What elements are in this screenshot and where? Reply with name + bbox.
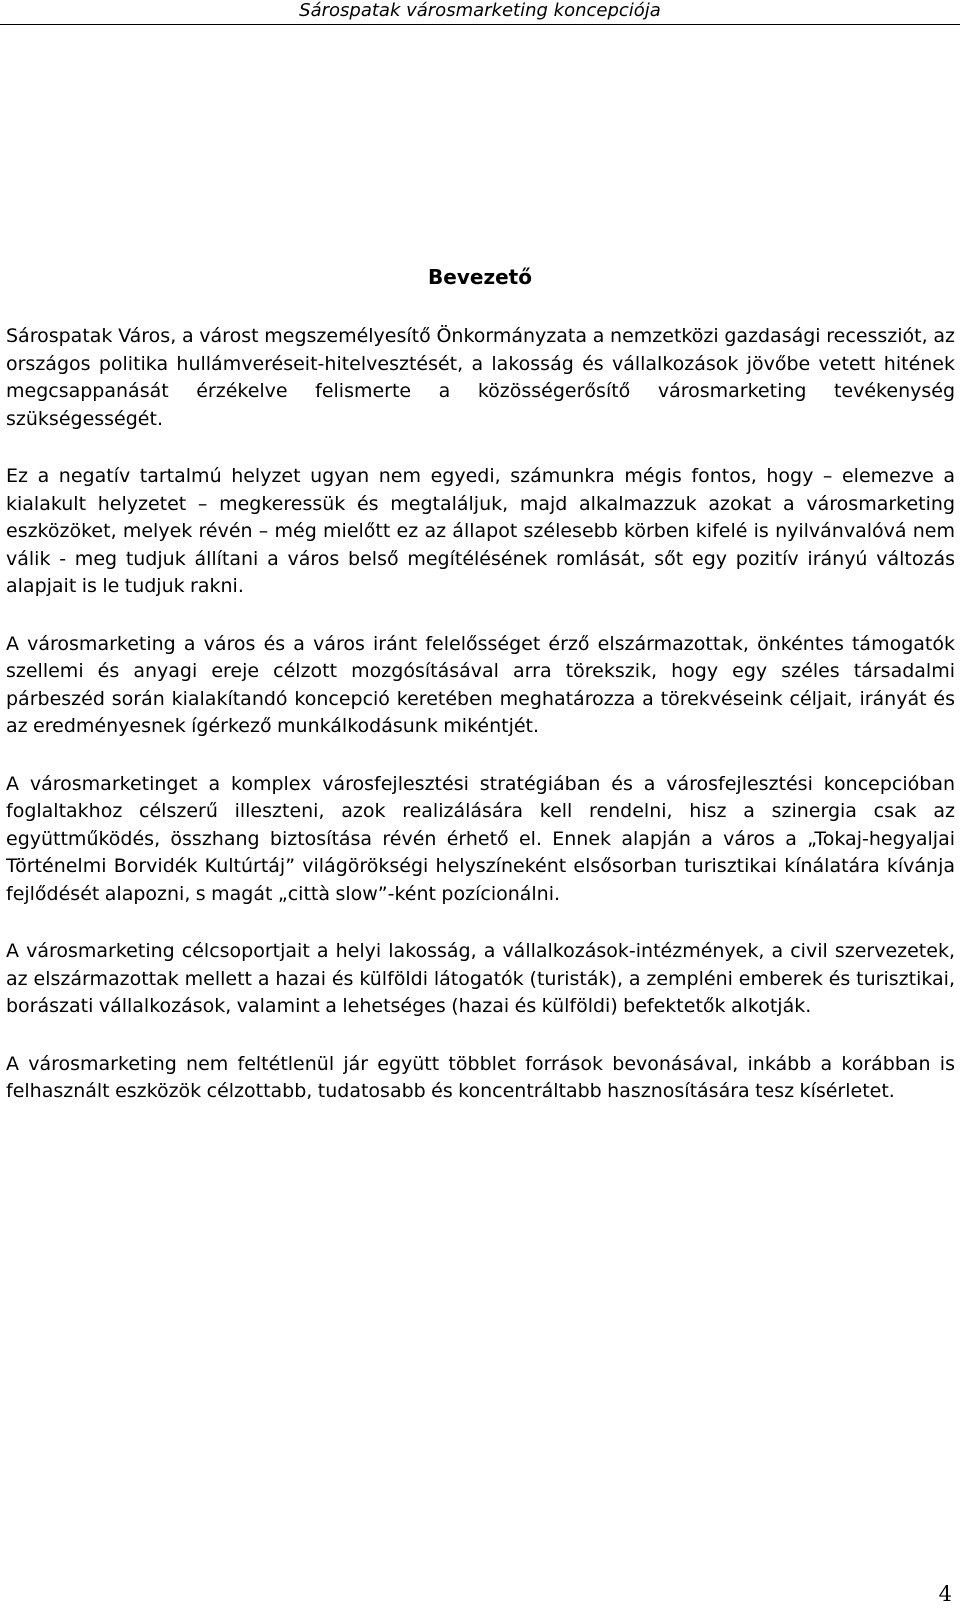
paragraph: Sárospatak Város, a várost megszemélyesítő Önkormányzata a nemzetközi gazdasági recessziót, az országos politika hullámveréseit-hitelvesztését, a lakosság és vállalkozások jövőbe vetett hitének megcsappanását érzékelve felismerte a közösségerősítő városmarketing tevékenység szükségességét. <box>6 325 955 430</box>
page-number: 4 <box>938 1582 952 1606</box>
header-rule <box>0 24 960 25</box>
paragraph: Ez a negatív tartalmú helyzet ugyan nem egyedi, számunkra mégis fontos, hogy – elemezve a kialakult helyzetet – megkeressük és megtaláljuk, majd alkalmazzuk azokat a városmarketing eszközöket, melyek révén – még mielőtt ez az állapot szélesebb körben kifelé is nyilvánvalóvá nem válik - meg tudjuk állítani a város belső megítélésének romlását, sőt egy pozitív irányú változás alapjait is le tudjuk rakni. <box>6 465 955 597</box>
section-heading: Bevezető <box>428 265 532 289</box>
paragraph: A városmarketing nem feltétlenül jár együtt többlet források bevonásával, inkább a korábban is felhasznált eszközök célzottabb, tudatosabb és koncentráltabb hasznosítására tesz kísérletet. <box>6 1052 955 1102</box>
section-body <box>6 323 955 1136</box>
document-title: Sárospatak városmarketing koncepciója <box>299 0 661 21</box>
running-header <box>0 0 960 22</box>
paragraph: A városmarketing célcsoportjait a helyi lakosság, a vállalkozások-intézmények, a civil szervezetek, az elszármazottak mellett a hazai és külföldi látogatók (turisták), a zempléni emberek és turisztikai, borászati vállalkozások, valamint a lehetséges (hazai és külföldi) befektetők alkotják. <box>6 940 955 1017</box>
paragraph: A városmarketinget a komplex városfejlesztési stratégiában és a városfejlesztési koncepcióban foglaltakhoz célszerű illeszteni, azok realizálására kell rendelni, hisz a szinergia csak az együttműködés, összhang biztosítása révén érhető el. Ennek alapján a város a „Tokaj-hegyaljai Történelmi Borvidék Kultúrtáj” világörökségi helyszíneként elsősorban turisztikai kínálatára kívánja fejlődését alapozni, s magát „città slow”-ként pozícionálni. <box>6 772 955 905</box>
paragraph: A városmarketing a város és a város iránt felelősséget érző elszármazottak, önkéntes támogatók szellemi és anyagi ereje célzott mozgósításával arra törekszik, hogy egy széles társadalmi párbeszéd során kialakítandó koncepció keretében meghatározza a törekvéseink céljait, irányát és az eredményesnek ígérkező munkálkodásunk mikéntjét. <box>6 632 955 737</box>
